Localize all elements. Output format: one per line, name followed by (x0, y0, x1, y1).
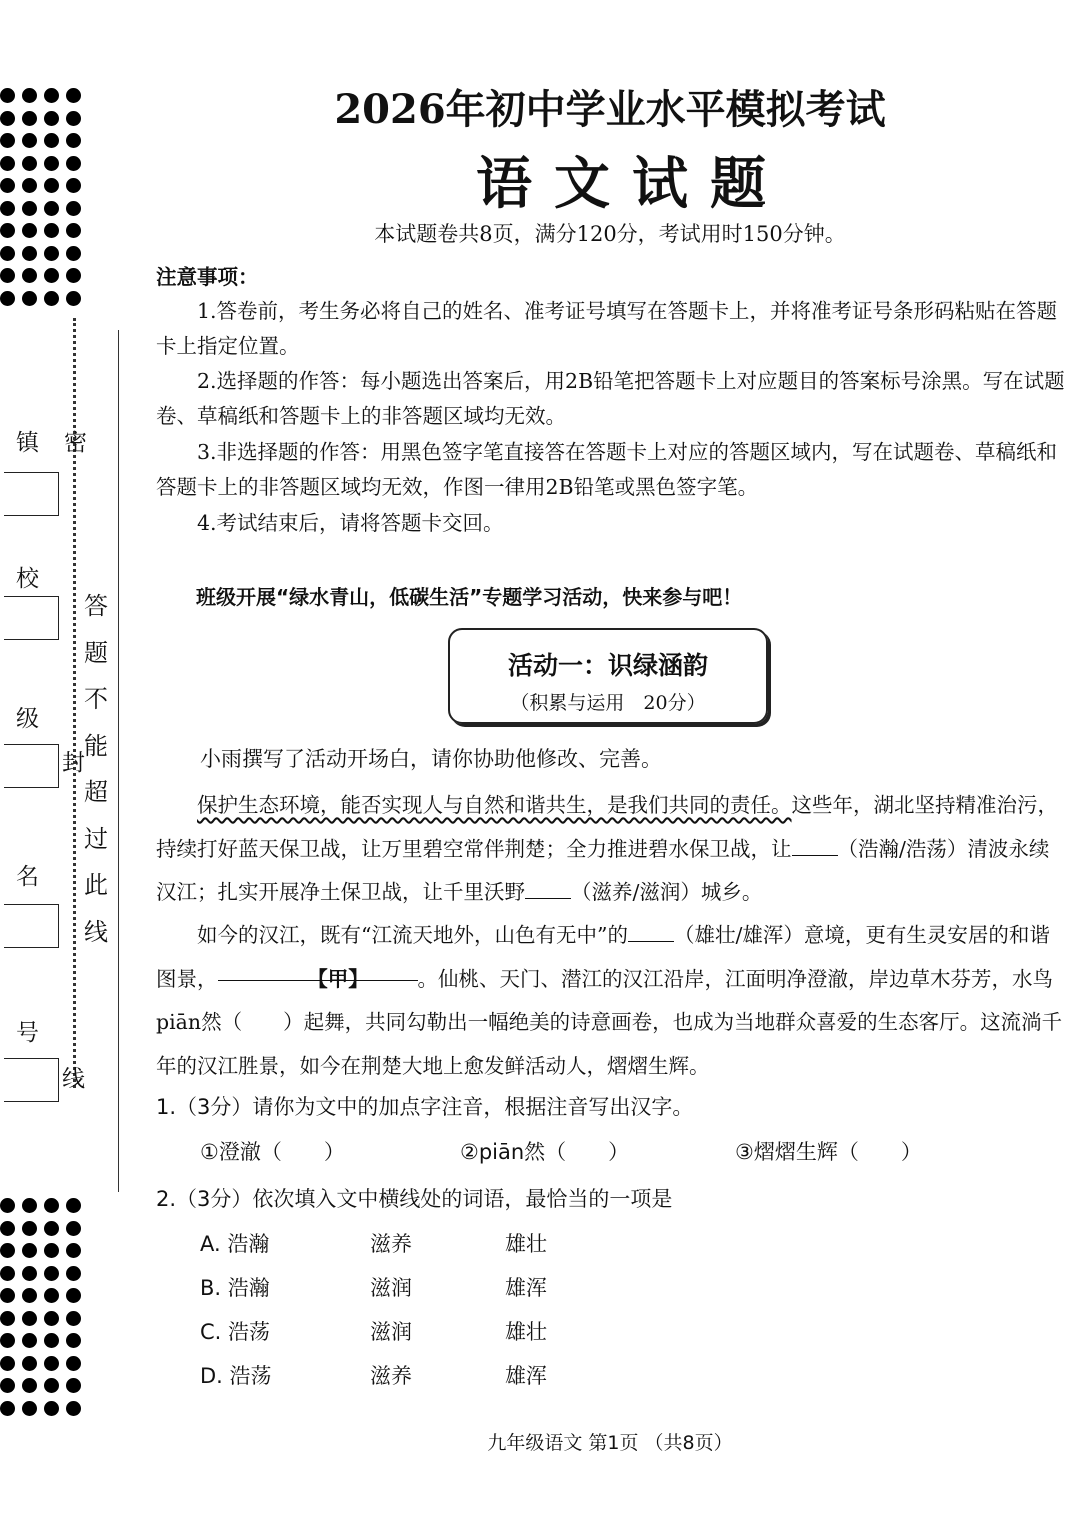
subject-title: 语文试题 (476, 151, 788, 217)
town-field[interactable] (4, 472, 59, 516)
binding-dot (66, 1401, 81, 1416)
passage-text: 这些年，湖北坚持精准治污，持续打好蓝天保卫战，让万里碧空常伴荆楚；全力推进碧水保卫战，让 (156, 793, 1058, 861)
binding-dot (0, 133, 15, 148)
binding-dot (66, 88, 81, 103)
q2-option-d-word3: 雄浑 (505, 1364, 547, 1388)
exam-info: 本试题卷共8页，满分120分，考试用时150分钟。 (374, 222, 846, 246)
binding-dot (22, 111, 37, 126)
binding-dot (0, 1333, 15, 1348)
binding-dot (44, 1333, 59, 1348)
binding-dot (22, 223, 37, 238)
binding-dot (44, 291, 59, 306)
binding-dot (44, 1221, 59, 1236)
notice-item-1: 1.答卷前，考生务必将自己的姓名、准考证号填写在答题卡上，并将准考证号条形码粘贴在答题卡上指定位置。 (156, 299, 1058, 358)
binding-dot (66, 201, 81, 216)
q2-option-d-word2: 滋养 (370, 1364, 412, 1388)
binding-dot (44, 201, 59, 216)
exam-title: 2026年初中学业水平模拟考试 (334, 86, 886, 133)
blank-jia[interactable]: 【甲】 (218, 958, 418, 981)
binding-dot (66, 223, 81, 238)
binding-dot (44, 156, 59, 171)
binding-warning (83, 583, 109, 955)
binding-dot (44, 1311, 59, 1326)
binding-dot (66, 1221, 81, 1236)
binding-dot (22, 133, 37, 148)
page-footer: 九年级语文 第1页 （共8页） (487, 1432, 733, 1454)
warning-char: 能 (84, 731, 108, 760)
binding-dot (66, 1333, 81, 1348)
binding-dot (66, 246, 81, 261)
binding-dot (22, 178, 37, 193)
binding-dot (66, 1311, 81, 1326)
warning-char: 此 (84, 871, 108, 899)
q2-option-d[interactable]: D. 浩荡 (200, 1364, 272, 1388)
binding-dot (66, 1288, 81, 1303)
binding-dot (0, 88, 15, 103)
binding-dot (0, 1221, 15, 1236)
binding-dot (22, 1288, 37, 1303)
name-field[interactable] (4, 904, 59, 948)
passage-text: 。仙桃、天门、潜江的汉江沿岸，江面明净澄澈，岸边草木芬芳，水鸟piān然（ ）起舞，共同勾勒出一幅绝美的诗意画卷，也成为当地群众喜爱的生态客厅。这流淌千年的汉江胜景，如今在荆楚大地上愈发鲜活动人，熠熠生辉。 (156, 966, 1063, 1078)
binding-dot (22, 1378, 37, 1393)
binding-dot (22, 268, 37, 283)
passage-lead: 小雨撰写了活动开场白，请你协助他修改、完善。 (200, 747, 662, 771)
binding-dot (0, 1401, 15, 1416)
binding-dot (66, 1378, 81, 1393)
passage-text: （浩瀚/浩荡）清波永续汉江；扎实开展净土保卫战，让千里沃野 (156, 836, 1050, 904)
seal-feng: 封 (62, 750, 85, 776)
warning-char: 题 (84, 638, 108, 667)
field-label-school: 校 (16, 566, 39, 592)
binding-dot (44, 246, 59, 261)
binding-dot (0, 156, 15, 171)
notice-item-3: 3.非选择题的作答：用黑色签字笔直接答在答题卡上对应的答题区域内，写在试题卷、草稿纸和答题卡上的非答题区域均无效，作图一律用2B铅笔或黑色签字笔。 (156, 440, 1058, 499)
warning-char: 超 (84, 778, 108, 806)
binding-dot (66, 268, 81, 283)
sick-sentence: 保护生态环境，能否实现人与自然和谐共生，是我们共同的责任。 (197, 793, 792, 817)
number-field[interactable] (4, 1058, 59, 1102)
q2-option-c-word3: 雄壮 (505, 1320, 547, 1344)
binding-dot (0, 111, 15, 126)
binding-dot (0, 1288, 15, 1303)
q1-item-1: ①澄澈（ ） (200, 1140, 345, 1164)
q2-option-a-word2: 滋养 (370, 1232, 412, 1256)
warning-char: 过 (84, 824, 108, 853)
binding-dot (22, 246, 37, 261)
binding-dot (22, 1333, 37, 1348)
blank-3[interactable] (628, 919, 674, 942)
binding-dot (66, 291, 81, 306)
binding-dot (66, 111, 81, 126)
notice-item-4: 4.考试结束后，请将答题卡交回。 (197, 511, 504, 535)
q2-option-c[interactable]: C. 浩荡 (200, 1320, 271, 1344)
warning-char: 不 (84, 685, 108, 713)
activity-subtitle: （积累与运用 20分） (510, 692, 706, 714)
seal-xian: 线 (62, 1066, 85, 1092)
field-label-town: 镇 (16, 430, 39, 456)
binding-dot (66, 133, 81, 148)
class-field[interactable] (4, 744, 59, 788)
field-label-class: 级 (16, 706, 39, 732)
binding-dot (0, 291, 15, 306)
q2-option-b[interactable]: B. 浩瀚 (200, 1276, 270, 1300)
binding-dot (22, 1266, 37, 1281)
binding-dot (22, 156, 37, 171)
school-field[interactable] (4, 596, 59, 640)
field-label-name: 名 (16, 864, 39, 890)
binding-dot (22, 1356, 37, 1371)
binding-dot (0, 1311, 15, 1326)
q2-stem: 2.（3分）依次填入文中横线处的词语，最恰当的一项是 (156, 1187, 673, 1211)
binding-dot (0, 223, 15, 238)
blank-1[interactable] (792, 833, 838, 856)
binding-dot (22, 1221, 37, 1236)
q2-option-a-word3: 雄壮 (505, 1232, 547, 1256)
binding-dot (0, 1378, 15, 1393)
binding-dot (44, 133, 59, 148)
binding-dot (22, 291, 37, 306)
binding-dot (22, 1243, 37, 1258)
notice-item-2: 2.选择题的作答：每小题选出答案后，用2B铅笔把答题卡上对应题目的答案标号涂黑。写在试题卷、草稿纸和答题卡上的非答题区域均无效。 (156, 369, 1065, 428)
binding-dots-bottom (0, 1198, 88, 1423)
binding-dot (0, 1266, 15, 1281)
binding-dot (66, 156, 81, 171)
binding-dot (66, 1266, 81, 1281)
warning-char: 答 (84, 592, 108, 620)
q2-option-b-word3: 雄浑 (505, 1276, 547, 1300)
field-label-number: 号 (16, 1020, 39, 1046)
q1-item-3: ③熠熠生辉（ ） (735, 1140, 922, 1164)
binding-dot (0, 1198, 15, 1213)
binding-dot (22, 88, 37, 103)
passage-paragraph-2 (156, 914, 1068, 1088)
passage-text: （雄壮/雄浑）意境，更有生灵安居的和谐图景， (156, 923, 1050, 991)
binding-dot (22, 1198, 37, 1213)
q2-option-c-word2: 滋润 (370, 1320, 412, 1344)
binding-dot (66, 1198, 81, 1213)
binding-dot (22, 201, 37, 216)
notice-heading: 注意事项： (156, 265, 259, 289)
binding-dot (0, 246, 15, 261)
binding-dot (44, 1378, 59, 1393)
passage-text: 如今的汉江，既有“江流天地外，山色有无中”的 (197, 923, 628, 947)
binding-dot (44, 1401, 59, 1416)
binding-dot (44, 1356, 59, 1371)
binding-dot (22, 1401, 37, 1416)
binding-dots-top (0, 88, 88, 313)
binding-dot (22, 1311, 37, 1326)
binding-dot (44, 268, 59, 283)
binding-dot (44, 111, 59, 126)
binding-dot (0, 1356, 15, 1371)
passage-paragraph-1 (156, 784, 1068, 915)
activity-title: 活动一：识绿涵韵 (507, 651, 708, 680)
binding-dot (0, 268, 15, 283)
binding-dot (66, 1243, 81, 1258)
binding-dot (44, 1266, 59, 1281)
binding-dot (44, 1243, 59, 1258)
binding-dot (0, 201, 15, 216)
seal-mi: 密 (64, 430, 87, 456)
binding-dot (44, 88, 59, 103)
binding-solid-line (118, 330, 119, 1192)
binding-dot (66, 1356, 81, 1371)
q1-item-2: ②piān然（ ） (460, 1140, 630, 1164)
binding-dot (44, 1198, 59, 1213)
binding-dot (0, 1243, 15, 1258)
q2-option-a[interactable]: A. 浩瀚 (200, 1232, 270, 1256)
binding-dot (0, 178, 15, 193)
passage-text: （滋养/滋润）城乡。 (571, 880, 763, 904)
q2-option-b-word2: 滋润 (370, 1276, 412, 1300)
blank-2[interactable] (525, 876, 571, 899)
binding-dot (66, 178, 81, 193)
q1-stem: 1.（3分）请你为文中的加点字注音，根据注音写出汉字。 (156, 1095, 694, 1119)
activity-box (448, 628, 768, 724)
binding-dot (44, 1288, 59, 1303)
binding-dot (44, 223, 59, 238)
activity-intro: 班级开展“绿水青山，低碳生活”专题学习活动，快来参与吧！ (196, 585, 743, 609)
warning-char: 线 (84, 917, 108, 946)
binding-dot (44, 178, 59, 193)
